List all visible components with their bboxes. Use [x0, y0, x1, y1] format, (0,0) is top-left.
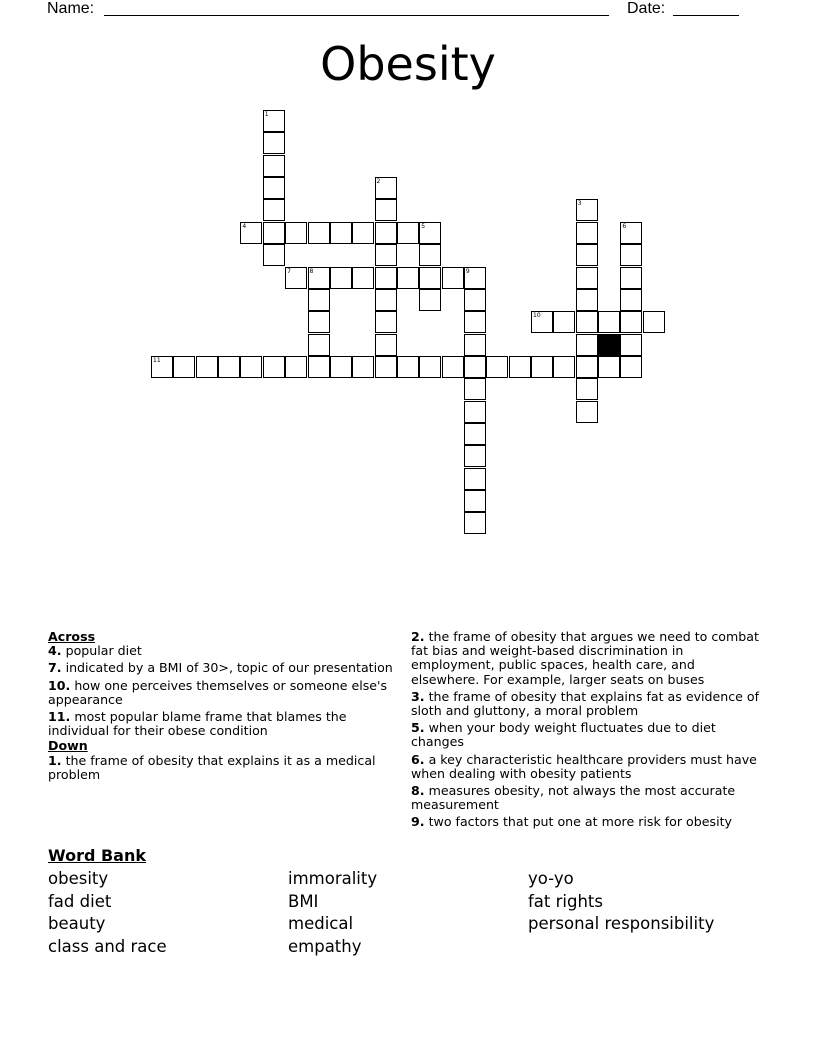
clue-text: two factors that put one at more risk for obesity: [428, 814, 732, 830]
clue-number-label: 5: [421, 222, 426, 230]
crossword-cell[interactable]: [330, 267, 352, 289]
clue-text: popular diet: [65, 643, 142, 659]
crossword-cell[interactable]: [576, 401, 598, 423]
crossword-cell[interactable]: [263, 356, 285, 378]
crossword-cell[interactable]: [352, 267, 374, 289]
word-bank-item: yo-yo: [528, 869, 574, 888]
clue-number-label: 10: [533, 312, 541, 320]
crossword-cell[interactable]: [576, 378, 598, 400]
crossword-cell[interactable]: [509, 356, 531, 378]
crossword-cell[interactable]: [576, 356, 598, 378]
crossword-cell[interactable]: [553, 356, 575, 378]
clue-number: 3.: [411, 688, 425, 704]
word-bank-column-2: [288, 868, 377, 958]
clue-number: 9.: [411, 814, 425, 830]
crossword-cell[interactable]: [419, 267, 441, 289]
clue-down-6: [411, 753, 761, 781]
crossword-cell[interactable]: [330, 222, 352, 244]
crossword-cell[interactable]: [442, 267, 464, 289]
clue-down-9: [411, 815, 761, 829]
crossword-cell[interactable]: [285, 222, 307, 244]
crossword-cell[interactable]: [263, 110, 285, 132]
crossword-cell[interactable]: [375, 356, 397, 378]
crossword-cell[interactable]: [263, 222, 285, 244]
crossword-cell[interactable]: [576, 267, 598, 289]
clue-down-3: [411, 690, 761, 718]
crossword-cell[interactable]: [576, 199, 598, 221]
crossword-cell[interactable]: [263, 132, 285, 154]
word-bank-title: Word Bank: [48, 846, 147, 865]
clue-text: the frame of obesity that explains fat as evidence of sloth and gluttony, a moral problem: [411, 688, 760, 719]
clue-across-11: [48, 710, 398, 738]
word-bank-column-1: [48, 868, 167, 958]
crossword-cell[interactable]: [352, 222, 374, 244]
clue-number: 11.: [48, 709, 71, 725]
word-bank-column-3: [528, 868, 714, 936]
crossword-cell[interactable]: [151, 356, 173, 378]
down-heading: Down: [48, 738, 88, 754]
crossword-cell[interactable]: [620, 244, 642, 266]
clue-text: when your body weight fluctuates due to diet changes: [411, 720, 716, 750]
crossword-cell[interactable]: [464, 267, 486, 289]
clue-number: 1.: [48, 752, 62, 768]
crossword-cell[interactable]: [620, 289, 642, 311]
crossword-cell[interactable]: [464, 423, 486, 445]
word-bank-item: medical: [288, 914, 354, 934]
word-bank-item: personal responsibility: [528, 914, 715, 934]
clue-text: indicated by a BMI of 30>, topic of our presentation: [65, 660, 393, 676]
clue-text: the frame of obesity that explains it as a medical problem: [48, 752, 376, 782]
name-label: Name:: [47, 0, 95, 17]
crossword-cell[interactable]: [598, 311, 620, 333]
crossword-cell[interactable]: [464, 490, 486, 512]
clue-number: 10.: [48, 677, 71, 693]
crossword-cell[interactable]: [375, 222, 397, 244]
clue-number: 4.: [48, 643, 62, 659]
clue-number-label: 8: [309, 267, 314, 275]
word-bank-item: fat rights: [528, 891, 603, 911]
crossword-black-cell: [598, 334, 620, 356]
crossword-cell[interactable]: [620, 334, 642, 356]
crossword-cell[interactable]: [375, 289, 397, 311]
crossword-cell[interactable]: [464, 311, 486, 333]
crossword-cell[interactable]: [419, 244, 441, 266]
clue-text: most popular blame frame that blames the individual for their obese condition: [48, 709, 347, 739]
date-field[interactable]: [673, 15, 739, 16]
clue-number-label: 3: [577, 200, 582, 208]
crossword-cell[interactable]: [464, 401, 486, 423]
clue-number: 8.: [411, 783, 425, 799]
clue-number-label: 2: [376, 178, 381, 186]
clue-down-8: [411, 784, 761, 812]
crossword-cell[interactable]: [576, 289, 598, 311]
crossword-cell[interactable]: [330, 356, 352, 378]
clue-number-label: 9: [465, 267, 470, 275]
clue-text: measures obesity, not always the most accurate measurement: [411, 783, 736, 813]
crossword-cell[interactable]: [620, 311, 642, 333]
clue-down-5: [411, 721, 761, 749]
crossword-cell[interactable]: [308, 289, 330, 311]
clue-text: how one perceives themselves or someone else's appearance: [48, 677, 388, 707]
crossword-cell[interactable]: [173, 356, 195, 378]
crossword-cell[interactable]: [464, 334, 486, 356]
crossword-cell[interactable]: [240, 222, 262, 244]
crossword-cell[interactable]: [464, 378, 486, 400]
clue-number-label: 6: [622, 222, 627, 230]
clue-text: the frame of obesity that argues we need to combat fat bias and weight-based discrimination in employment, public spaces, health care, and elsewhere. For example, larger seats on buses: [411, 629, 759, 687]
crossword-cell[interactable]: [419, 356, 441, 378]
clues-left-column: [48, 630, 398, 785]
crossword-cell[interactable]: [263, 155, 285, 177]
crossword-cell[interactable]: [576, 334, 598, 356]
crossword-cell[interactable]: [308, 311, 330, 333]
crossword-cell[interactable]: [397, 267, 419, 289]
date-label: Date:: [627, 0, 666, 17]
word-bank-item: beauty: [48, 914, 106, 934]
crossword-cell[interactable]: [375, 334, 397, 356]
clue-number-label: 11: [153, 356, 161, 364]
clues-right-column: [411, 630, 761, 833]
crossword-cell[interactable]: [576, 222, 598, 244]
crossword-cell[interactable]: [218, 356, 240, 378]
crossword-cell[interactable]: [531, 311, 553, 333]
crossword-cell[interactable]: [486, 356, 508, 378]
crossword-cell[interactable]: [531, 356, 553, 378]
crossword-cell[interactable]: [375, 199, 397, 221]
name-field[interactable]: [104, 15, 609, 16]
crossword-cell[interactable]: [375, 267, 397, 289]
word-bank-item: class and race: [48, 936, 167, 956]
crossword-cell[interactable]: [308, 356, 330, 378]
word-bank-item: empathy: [288, 936, 362, 956]
crossword-cell[interactable]: [464, 445, 486, 467]
clue-across-4: [48, 644, 398, 658]
word-bank-item: immorality: [288, 869, 378, 888]
crossword-cell[interactable]: [620, 267, 642, 289]
clue-number: 6.: [411, 751, 425, 767]
clue-across-10: [48, 679, 398, 707]
word-bank-item: obesity: [48, 869, 109, 888]
across-heading: Across: [48, 629, 96, 644]
crossword-cell[interactable]: [464, 512, 486, 534]
clue-down-1: [48, 754, 398, 782]
puzzle-title: Obesity: [320, 37, 496, 91]
clue-number: 2.: [411, 629, 425, 644]
crossword-cell[interactable]: [263, 244, 285, 266]
clue-down-2: [411, 630, 761, 687]
crossword-cell[interactable]: [375, 177, 397, 199]
clue-number-label: 7: [287, 267, 291, 275]
crossword-cell[interactable]: [553, 311, 575, 333]
crossword-cell[interactable]: [352, 356, 374, 378]
crossword-cell[interactable]: [263, 177, 285, 199]
crossword-cell[interactable]: [419, 289, 441, 311]
crossword-cell[interactable]: [285, 267, 307, 289]
crossword-cell[interactable]: [308, 334, 330, 356]
clue-number: 5.: [411, 720, 425, 736]
crossword-cell[interactable]: [397, 222, 419, 244]
clue-number-label: 1: [264, 111, 269, 118]
crossword-cell[interactable]: [620, 356, 642, 378]
crossword-cell[interactable]: [263, 199, 285, 221]
crossword-cell[interactable]: [285, 356, 307, 378]
clue-number-label: 4: [242, 222, 247, 230]
clue-number: 7.: [48, 660, 62, 676]
crossword-cell[interactable]: [308, 267, 330, 289]
crossword-cell[interactable]: [240, 356, 262, 378]
crossword-cell[interactable]: [419, 222, 441, 244]
word-bank-item: BMI: [288, 891, 319, 911]
crossword-cell[interactable]: [576, 244, 598, 266]
word-bank-item: fad diet: [48, 891, 112, 911]
clue-across-7: [48, 661, 398, 675]
crossword-cell[interactable]: [375, 244, 397, 266]
crossword-cell[interactable]: [576, 311, 598, 333]
crossword-cell[interactable]: [375, 311, 397, 333]
crossword-cell[interactable]: [464, 289, 486, 311]
crossword-cell[interactable]: [620, 222, 642, 244]
crossword-cell[interactable]: [598, 356, 620, 378]
crossword-cell[interactable]: [308, 222, 330, 244]
crossword-cell[interactable]: [464, 468, 486, 490]
crossword-cell[interactable]: [464, 356, 486, 378]
crossword-cell[interactable]: [196, 356, 218, 378]
crossword-cell[interactable]: [643, 311, 665, 333]
crossword-cell[interactable]: [442, 356, 464, 378]
crossword-cell[interactable]: [397, 356, 419, 378]
clue-text: a key characteristic healthcare providers must have when dealing with obesity patients: [411, 751, 757, 781]
